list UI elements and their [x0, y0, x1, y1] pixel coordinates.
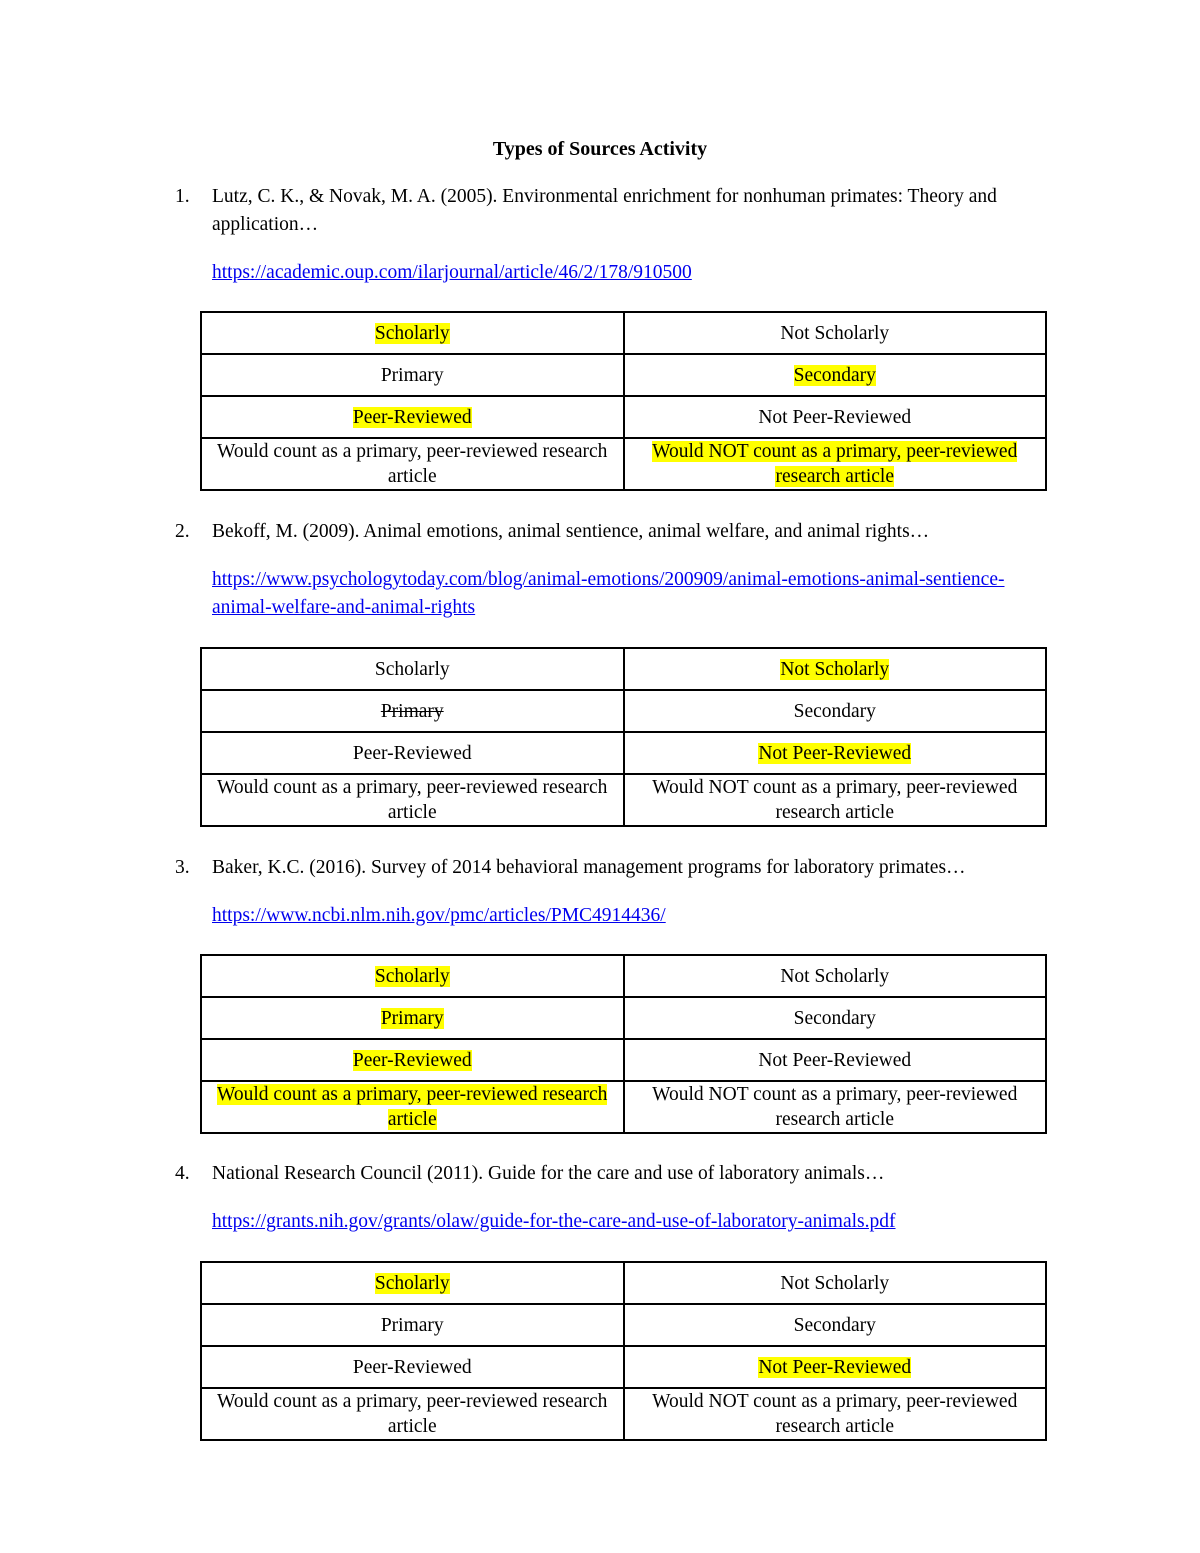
cell-not-peer-reviewed: Not Peer-Reviewed — [624, 1346, 1047, 1388]
cell-secondary: Secondary — [624, 690, 1047, 732]
classification-table-1 — [200, 311, 1047, 491]
cell-secondary: Secondary — [624, 1304, 1047, 1346]
cell-secondary: Secondary — [624, 997, 1047, 1039]
cell-peer-reviewed: Peer-Reviewed — [201, 1039, 624, 1081]
cell-peer-reviewed: Peer-Reviewed — [201, 396, 624, 438]
cell-would-count: Would count as a primary, peer-reviewed research article — [201, 774, 624, 826]
cell-would-not-count: Would NOT count as a primary, peer-reviewed research article — [624, 1081, 1047, 1133]
citation: Baker, K.C. (2016). Survey of 2014 behavioral management programs for laboratory primates… — [212, 857, 966, 878]
cell-not-scholarly: Not Scholarly — [624, 955, 1047, 997]
cell-peer-reviewed: Peer-Reviewed — [201, 1346, 624, 1388]
cell-would-not-count: Would NOT count as a primary, peer-reviewed research article — [624, 438, 1047, 490]
citation: Lutz, C. K., & Novak, M. A. (2005). Environmental enrichment for nonhuman primates: Theory and application… — [212, 186, 997, 235]
cell-would-count: Would count as a primary, peer-reviewed research article — [201, 1081, 624, 1133]
page-title: Types of Sources Activity — [492, 138, 708, 160]
cell-scholarly: Scholarly — [201, 955, 624, 997]
cell-not-scholarly: Not Scholarly — [624, 312, 1047, 354]
source-link-1[interactable]: https://academic.oup.com/ilarjournal/article/46/2/178/910500 — [212, 262, 692, 283]
cell-would-count: Would count as a primary, peer-reviewed research article — [201, 1388, 624, 1440]
cell-peer-reviewed: Peer-Reviewed — [201, 732, 624, 774]
source-link-4[interactable]: https://grants.nih.gov/grants/olaw/guide-for-the-care-and-use-of-laboratory-animals.pdf — [212, 1211, 896, 1232]
cell-not-peer-reviewed: Not Peer-Reviewed — [624, 1039, 1047, 1081]
cell-would-count: Would count as a primary, peer-reviewed research article — [201, 438, 624, 490]
cell-not-scholarly: Not Scholarly — [624, 648, 1047, 690]
cell-primary: Primary — [201, 354, 624, 396]
cell-would-not-count: Would NOT count as a primary, peer-reviewed research article — [624, 1388, 1047, 1440]
list-number: 3. — [175, 857, 190, 878]
cell-scholarly: Scholarly — [201, 312, 624, 354]
citation: Bekoff, M. (2009). Animal emotions, animal sentience, animal welfare, and animal rights… — [212, 521, 930, 542]
cell-secondary: Secondary — [624, 354, 1047, 396]
list-number: 2. — [175, 521, 190, 542]
cell-primary: Primary — [201, 1304, 624, 1346]
classification-table-3 — [200, 954, 1047, 1134]
list-number: 1. — [175, 186, 190, 207]
cell-scholarly: Scholarly — [201, 1262, 624, 1304]
cell-would-not-count: Would NOT count as a primary, peer-reviewed research article — [624, 774, 1047, 826]
cell-not-peer-reviewed: Not Peer-Reviewed — [624, 732, 1047, 774]
cell-primary: Primary — [201, 690, 624, 732]
source-link-3[interactable]: https://www.ncbi.nlm.nih.gov/pmc/articles/PMC4914436/ — [212, 905, 666, 926]
cell-not-peer-reviewed: Not Peer-Reviewed — [624, 396, 1047, 438]
list-number: 4. — [175, 1163, 190, 1184]
cell-not-scholarly: Not Scholarly — [624, 1262, 1047, 1304]
cell-primary: Primary — [201, 997, 624, 1039]
cell-scholarly: Scholarly — [201, 648, 624, 690]
source-link-2[interactable]: https://www.psychologytoday.com/blog/animal-emotions/200909/animal-emotions-animal-sentience-animal-welfare-and-animal-rights — [212, 569, 1005, 618]
classification-table-4 — [200, 1261, 1047, 1441]
citation: National Research Council (2011). Guide for the care and use of laboratory animals… — [212, 1163, 885, 1184]
classification-table-2 — [200, 647, 1047, 827]
